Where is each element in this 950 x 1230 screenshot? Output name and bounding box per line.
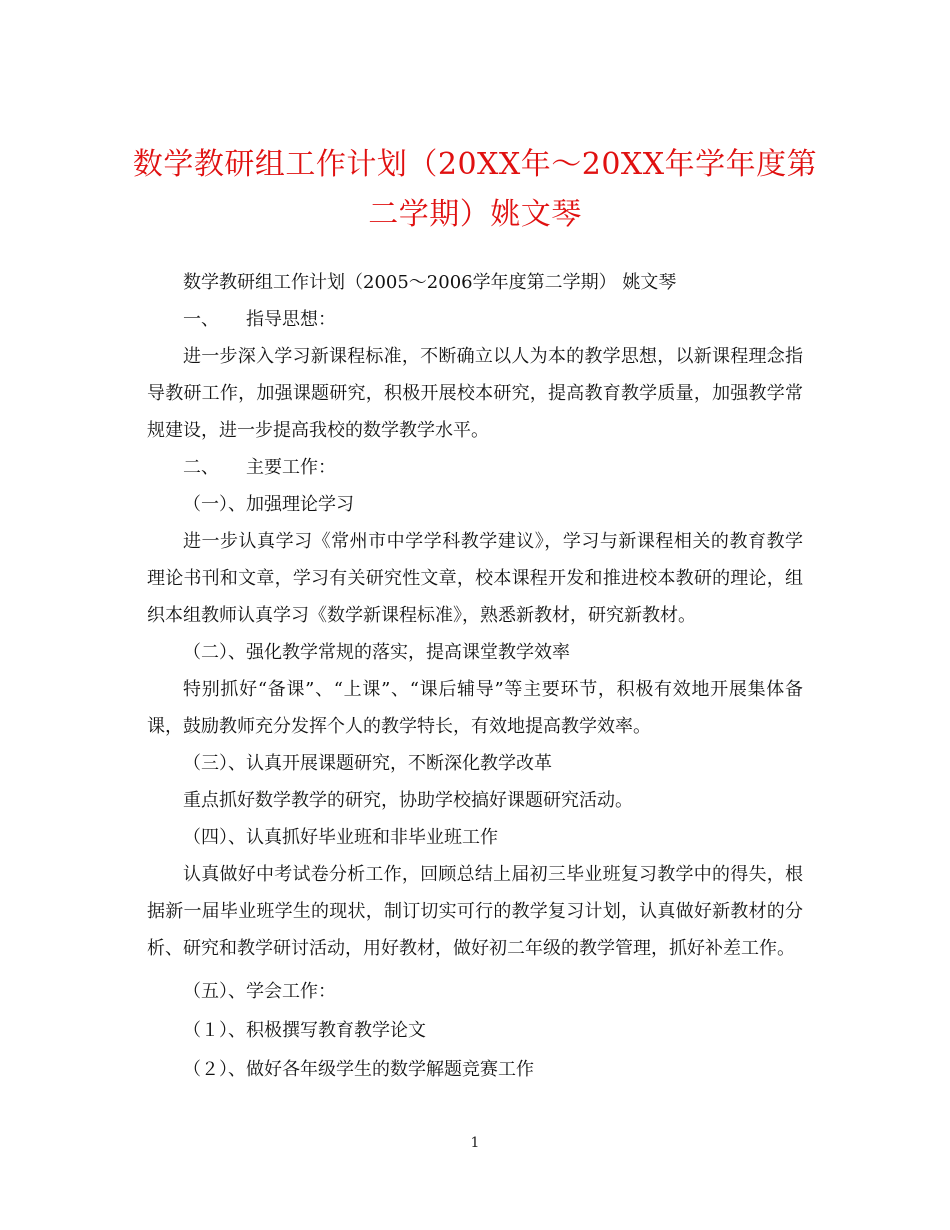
paragraph-research: 重点抓好数学教学的研究，协助学校搞好课题研究活动。 xyxy=(183,790,633,811)
paragraph-theory-study: 进一步认真学习《常州市中学学科教学建议》，学习与新课程相关的教育教学理论书刊和文章，学习有关研究性文章，校本课程开发和推进校本教研的理论，组织本组教师认真学习《数学新课程标准》，熟悉新教材，研究新教材。 xyxy=(147,531,803,626)
section-heading-guiding-thought: 一、 指导思想： xyxy=(183,309,336,330)
paragraph-guiding-thought: 进一步深入学习新课程标准，不断确立以人为本的教学思想，以新课程理念指导教研工作，加强课题研究，积极开展校本研究，提高教育教学质量，加强教学常规建设，进一步提高我校的数学教学水平。 xyxy=(147,346,803,441)
subsection-heading-research: （三）、认真开展课题研究，不断深化教学改革 xyxy=(183,753,552,774)
list-item-competition: （２）、做好各年级学生的数学解题竞赛工作 xyxy=(183,1059,534,1080)
document-title: 数学教研组工作计划（20XX年～20XX年学年度第二学期）姚文琴 xyxy=(132,147,818,232)
page-number: 1 xyxy=(470,1135,480,1151)
section-heading-main-work: 二、 主要工作： xyxy=(183,457,336,478)
paragraph-subtitle: 数学教研组工作计划（2005～2006学年度第二学期） 姚文琴 xyxy=(183,272,677,293)
paragraph-graduating-class: 认真做好中考试卷分析工作，回顾总结上届初三毕业班复习教学中的得失，根据新一届毕业班学生的现状，制订切实可行的教学复习计划，认真做好新教材的分析、研究和教学研讨活动，用好教材，做好初二年级的教学管理，抓好补差工作。 xyxy=(147,864,803,959)
subsection-heading-teaching-routine: （二）、强化教学常规的落实，提高课堂教学效率 xyxy=(183,642,570,663)
paragraph-teaching-routine: 特别抓好“备课”、“上课”、“课后辅导”等主要环节，积极有效地开展集体备课，鼓励教师充分发挥个人的教学特长，有效地提高教学效率。 xyxy=(147,679,803,737)
subsection-heading-graduating-class: （四）、认真抓好毕业班和非毕业班工作 xyxy=(183,827,498,848)
subsection-heading-theory-study: （一）、加强理论学习 xyxy=(183,494,354,515)
document-body xyxy=(147,264,803,1088)
subsection-heading-society-work: （五）、学会工作： xyxy=(183,981,336,1002)
list-item-papers: （１）、积极撰写教育教学论文 xyxy=(183,1020,426,1041)
